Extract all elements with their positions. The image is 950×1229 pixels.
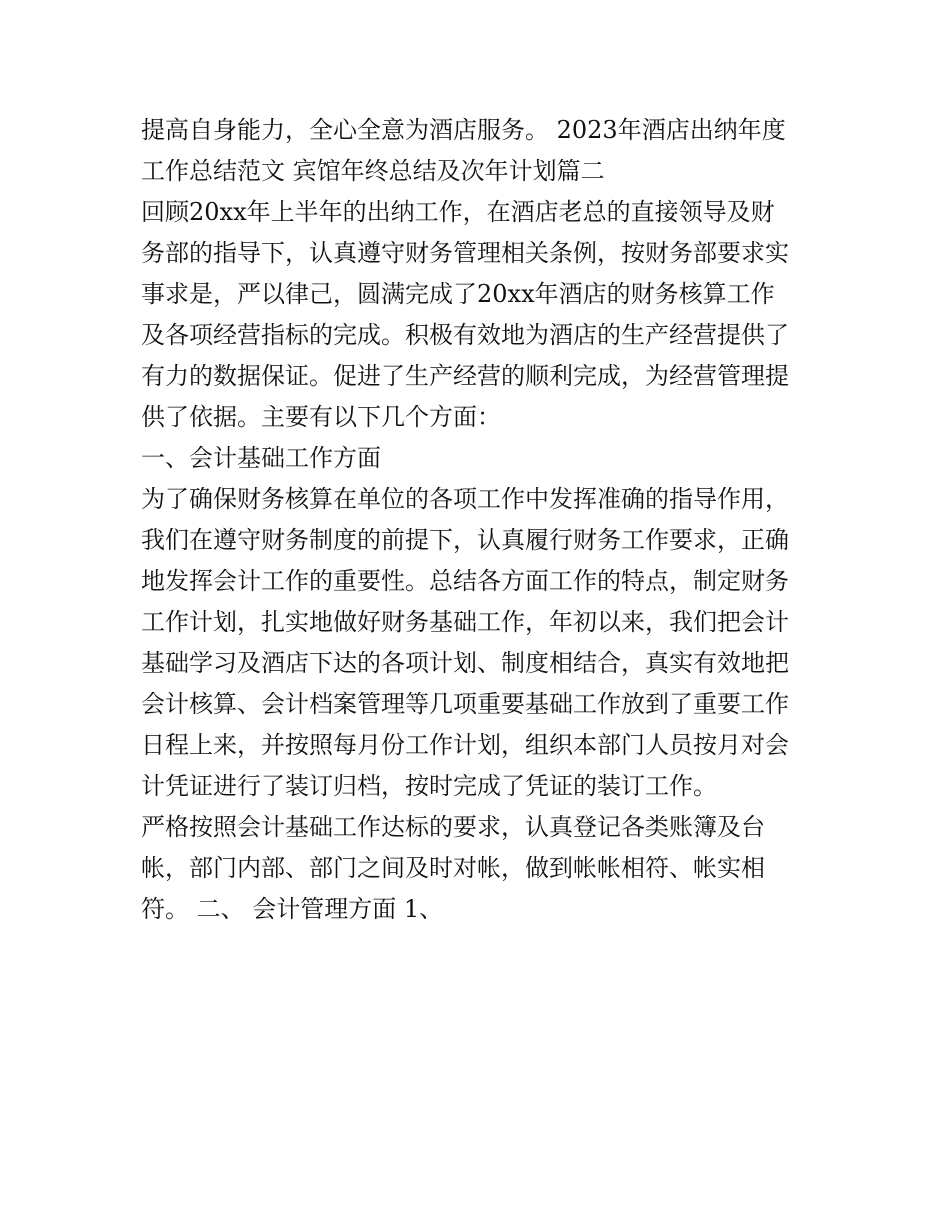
text-line: 有力的数据保证。促进了生产经营的顺利完成，为经营管理提 — [141, 362, 789, 390]
text-line: 回顾20xx年上半年的出纳工作，在酒店老总的直接领导及财 — [141, 198, 775, 226]
text-line: 事求是，严以律己，圆满完成了20xx年酒店的财务核算工作 — [141, 280, 775, 308]
text-line: 严格按照会计基础工作达标的要求，认真登记各类账簿及台 — [141, 813, 765, 841]
text-line: 日程上来，并按照每月份工作计划，组织本部门人员按月对会 — [141, 731, 789, 759]
document-body — [141, 110, 821, 930]
text-line: 务部的指导下，认真遵守财务管理相关条例，按财务部要求实 — [141, 239, 789, 267]
text-line: 及各项经营指标的完成。积极有效地为酒店的生产经营提供了 — [141, 321, 789, 349]
text-line: 为了确保财务核算在单位的各项工作中发挥准确的指导作用， — [141, 485, 789, 513]
section-heading: 一、会计基础工作方面 — [141, 444, 381, 472]
text-line: 地发挥会计工作的重要性。总结各方面工作的特点，制定财务 — [141, 567, 789, 595]
text-line: 计凭证进行了装订归档，按时完成了凭证的装订工作。 — [141, 772, 717, 800]
text-line: 工作计划，扎实地做好财务基础工作，年初以来，我们把会计 — [141, 608, 789, 636]
text-line: 基础学习及酒店下达的各项计划、制度相结合，真实有效地把 — [141, 649, 789, 677]
text-line: 提高自身能力，全心全意为酒店服务。 2023年酒店出纳年度 — [141, 116, 786, 144]
text-line: 会计核算、会计档案管理等几项重要基础工作放到了重要工作 — [141, 690, 789, 718]
text-line: 符。 二、 会计管理方面 1、 — [141, 895, 444, 923]
text-line: 我们在遵守财务制度的前提下，认真履行财务工作要求，正确 — [141, 526, 789, 554]
text-line: 工作总结范文 宾馆年终总结及次年计划篇二 — [141, 157, 605, 185]
text-line: 供了依据。主要有以下几个方面： — [141, 403, 501, 431]
text-line: 帐，部门内部、部门之间及时对帐，做到帐帐相符、帐实相 — [141, 854, 765, 882]
